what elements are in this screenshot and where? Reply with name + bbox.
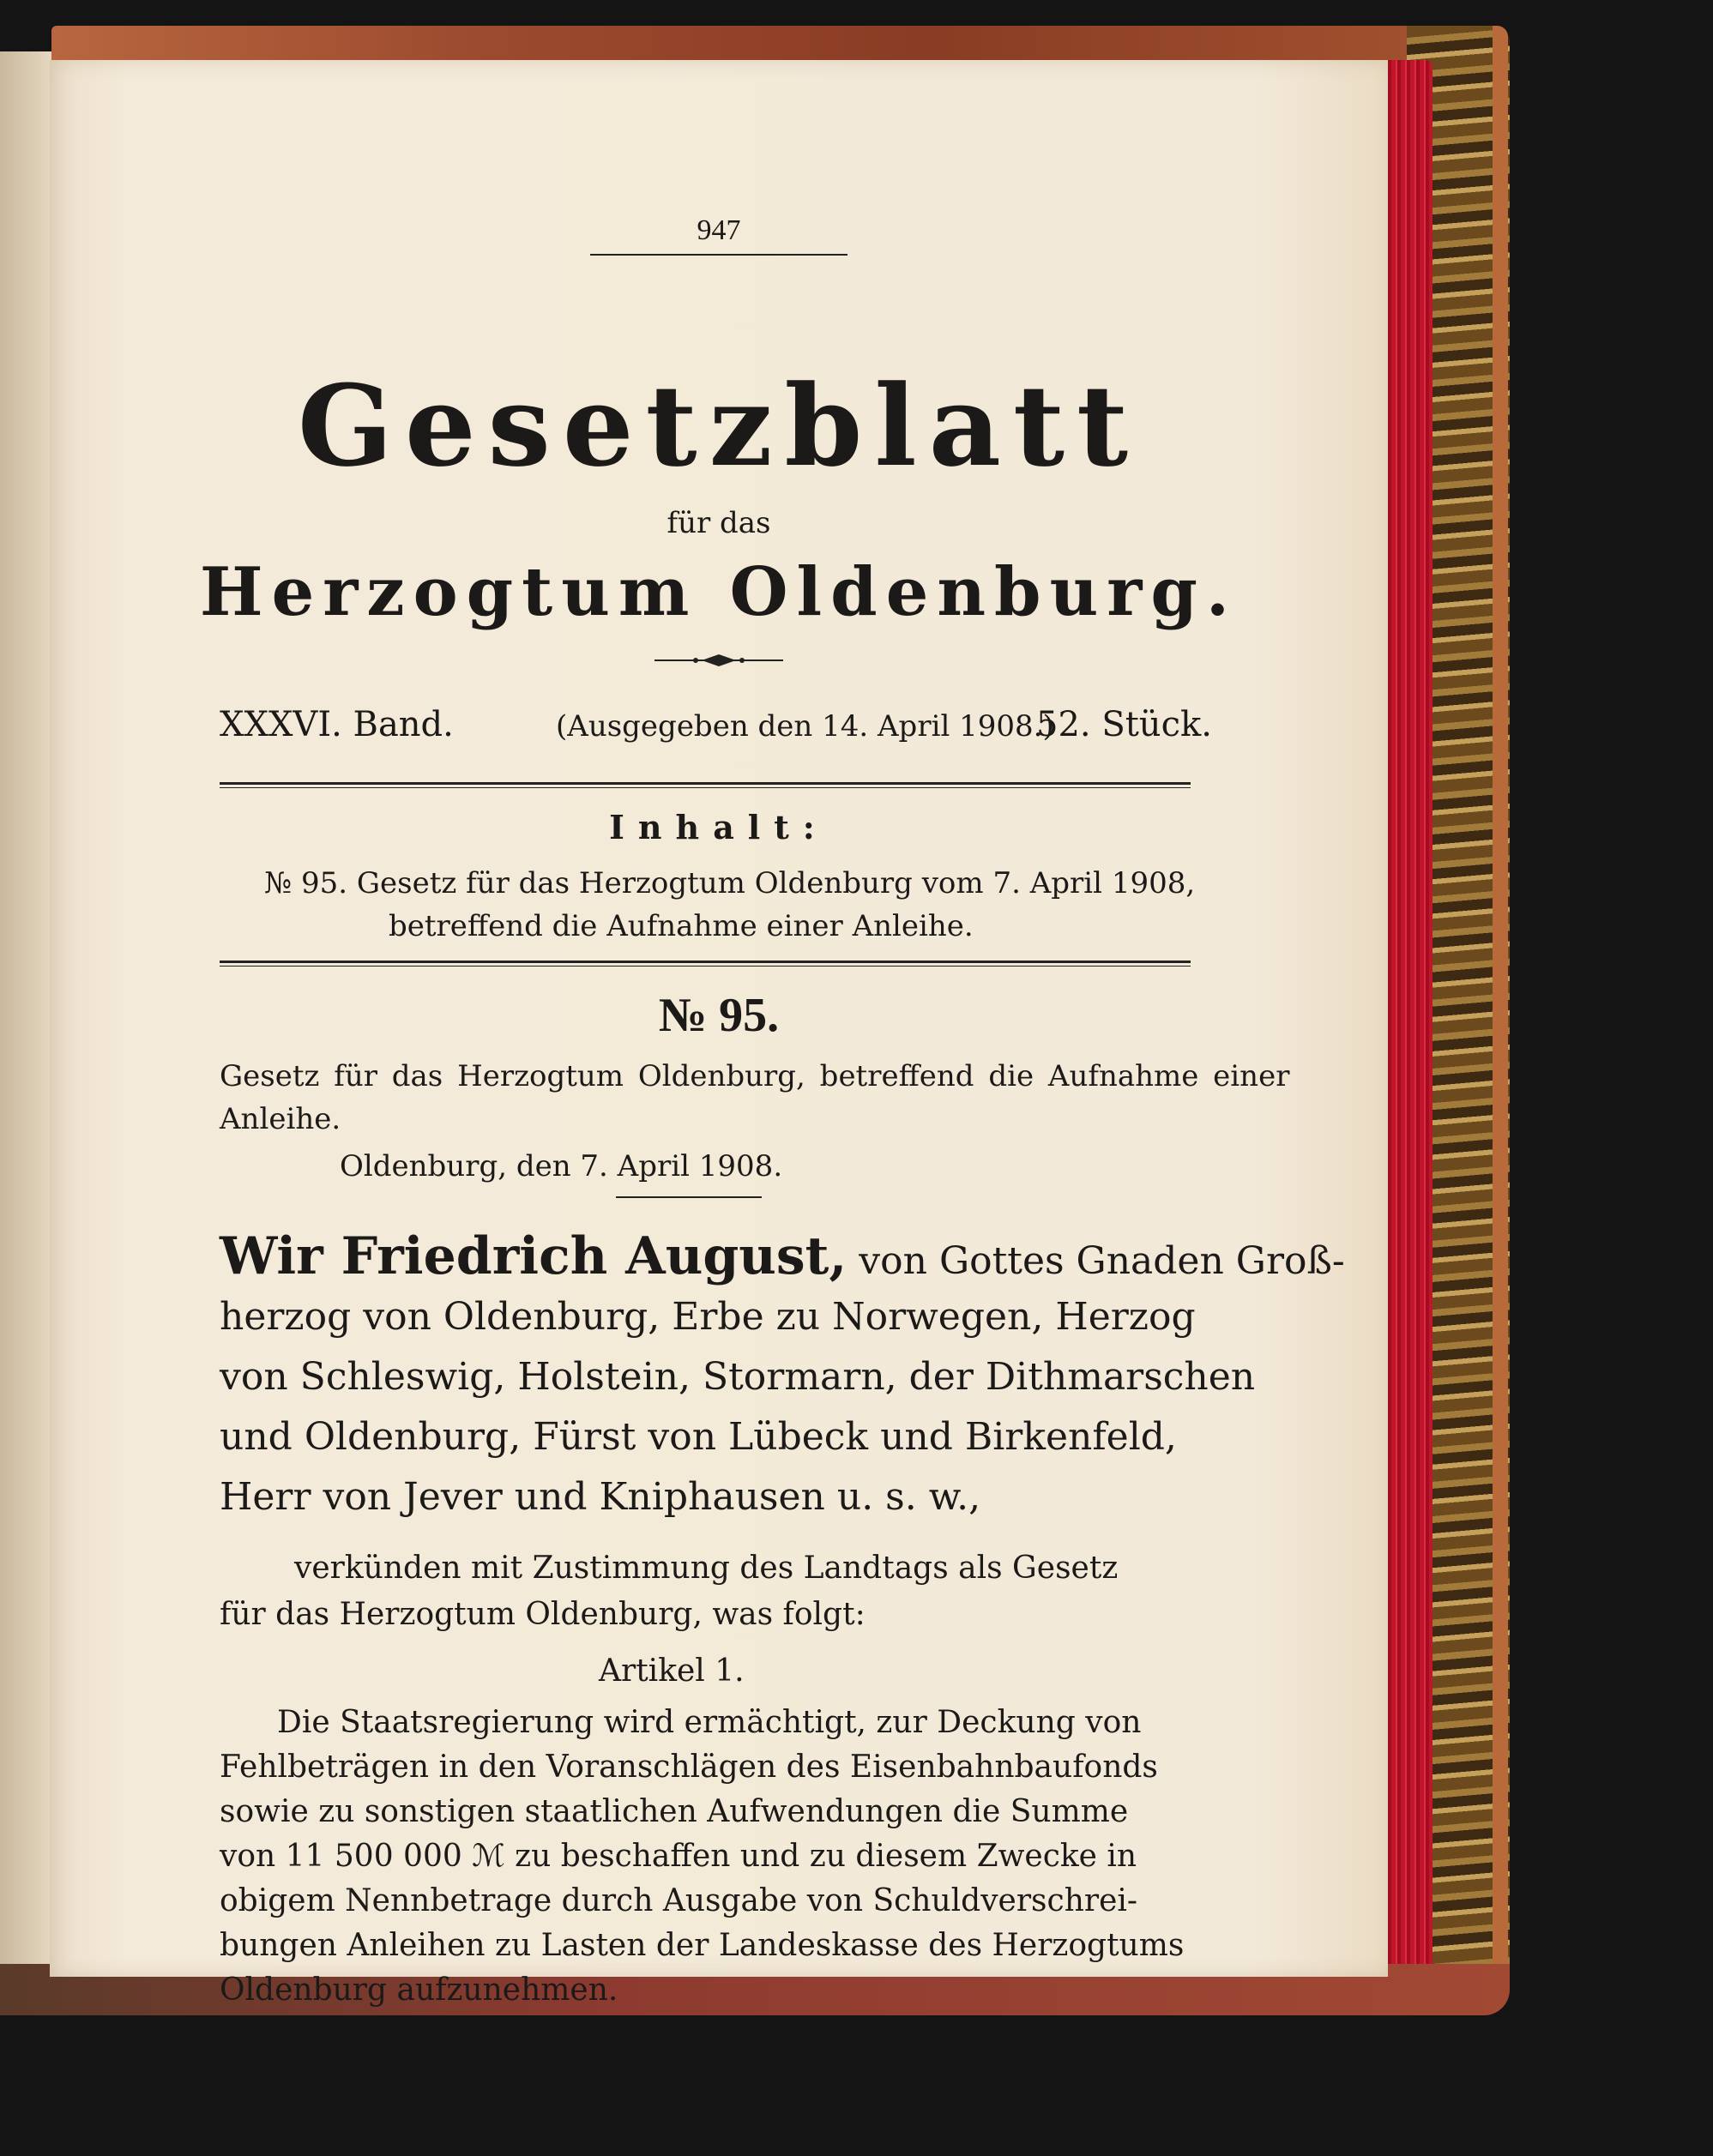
article1-line: bungen Anleihen zu Lasten der Landeskasse des Herzogtums: [220, 1928, 1185, 1963]
article1-line: obigem Nennbetrage durch Ausgabe von Schuldverschrei-: [220, 1883, 1138, 1918]
page-number: 947: [697, 214, 741, 246]
page-number-rule: [590, 254, 847, 256]
preamble-line3: von Schleswig, Holstein, Stormarn, der Dithmarschen: [220, 1355, 1256, 1399]
article1-line: von 11 500 000 ℳ zu beschaffen und zu diesem Zwecke in: [220, 1839, 1137, 1874]
article1-line: Die Staatsregierung wird ermächtigt, zur Deckung von: [277, 1705, 1142, 1740]
document-page: [50, 60, 1388, 2008]
preamble-line2: herzog von Oldenburg, Erbe zu Norwegen, Herzog: [220, 1295, 1196, 1339]
masthead-subtitle: für das: [667, 506, 771, 540]
article1-line: Fehlbeträgen in den Voranschlägen des Eisenbahnbaufonds: [220, 1749, 1158, 1785]
law-place-date: Oldenburg, den 7. April 1908.: [340, 1149, 783, 1183]
contents-double-rule: [220, 961, 1191, 967]
contents-heading: Inhalt:: [609, 808, 829, 846]
sovereign-name: Wir Friedrich August,: [220, 1226, 847, 1286]
enactment-line2: für das Herzogtum Oldenburg, was folgt:: [220, 1597, 866, 1632]
article1-line: sowie zu sonstigen staatlichen Aufwendungen die Summe: [220, 1794, 1129, 1829]
issue-volume: XXXVI. Band.: [220, 705, 454, 744]
preamble-line1: [220, 1226, 1345, 1286]
preamble-line4: und Oldenburg, Fürst von Lübeck und Birkenfeld,: [220, 1415, 1177, 1459]
law-title-line2: Anleihe.: [220, 1102, 341, 1136]
article1-heading: Artikel 1.: [599, 1653, 745, 1689]
issue-piece: 52. Stück.: [1036, 705, 1212, 744]
ornament-divider-icon: [654, 647, 783, 673]
masthead-title: Gesetzblatt: [297, 360, 1141, 491]
law-title-line1: Gesetz für das Herzogtum Oldenburg, betreffend die Aufnahme einer: [220, 1059, 1290, 1093]
book-cover-edge: [1493, 26, 1508, 1990]
header-double-rule: [220, 782, 1191, 788]
issue-date: (Ausgegeben den 14. April 1908.): [556, 709, 1054, 744]
preamble-line1-rest: von Gottes Gnaden Groß-: [847, 1239, 1345, 1283]
preamble-line5: Herr von Jever und Kniphausen u. s. w.,: [220, 1475, 981, 1519]
contents-entry-line2: betreffend die Aufnahme einer Anleihe.: [389, 909, 974, 943]
law-number: № 95.: [658, 989, 780, 1042]
enactment-line1: verkünden mit Zustimmung des Landtags als Gesetz: [294, 1551, 1119, 1586]
contents-entry-line1: № 95. Gesetz für das Herzogtum Oldenburg vom 7. April 1908,: [264, 866, 1196, 900]
masthead-territory: Herzogtum Oldenburg.: [199, 553, 1239, 631]
law-header-rule: [616, 1196, 762, 1198]
article1-line: Oldenburg aufzunehmen.: [220, 1972, 618, 2008]
